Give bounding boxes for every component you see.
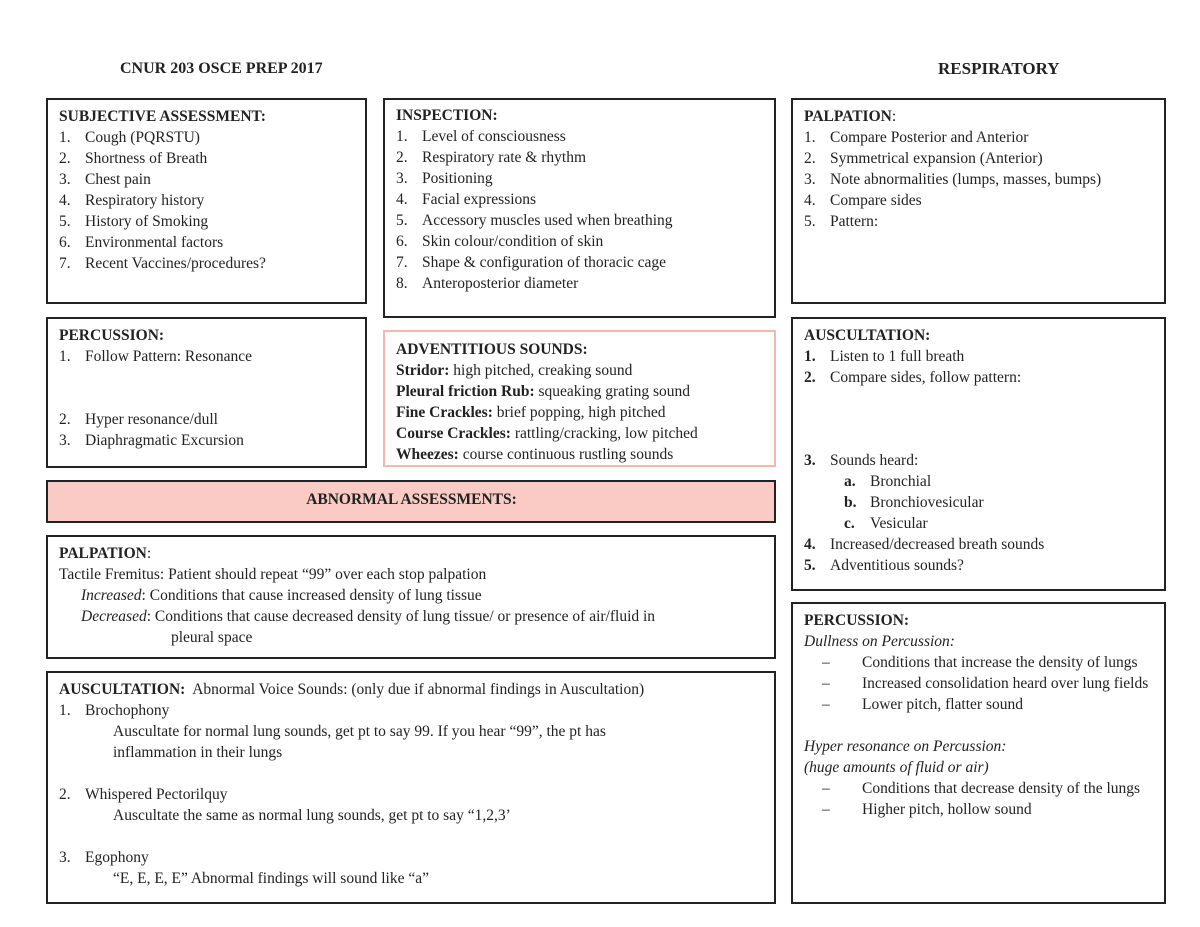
list-item: 3. Positioning [396,170,493,187]
list-item: Pleural friction Rub: squeaking grating sound [396,383,691,400]
list-item: 5. Adventitious sounds? [804,557,964,574]
list-item: 1. Compare Posterior and Anterior [804,129,1029,146]
adventitious-title: ADVENTITIOUS SOUNDS: [396,341,588,358]
list-item: 2. Hyper resonance/dull [59,411,218,428]
list-item: 5. History of Smoking [59,213,209,230]
list-item: Course Crackles: rattling/cracking, low pitched [396,425,698,442]
list-item: 1. Follow Pattern: Resonance [59,348,253,365]
list-item: 4. Respiratory history [59,192,205,209]
percussion-title: PERCUSSION: [59,327,165,344]
list-item: 1. Level of consciousness [396,128,566,145]
list-item: Wheezes: course continuous rustling sounds [396,446,674,463]
hyper-resonance-subheading: (huge amounts of fluid or air) [804,759,989,776]
list-item: 5. Accessory muscles used when breathing [396,212,673,229]
list-item: 4. Facial expressions [396,191,537,208]
list-item: – Conditions that increase the density of lungs [822,654,1138,671]
abnormal-palpation-box [46,535,776,659]
document-course-title: CNUR 203 OSCE PREP 2017 [120,60,323,77]
abnormal-auscultation-box [46,671,776,904]
document-topic-title: RESPIRATORY [938,59,1060,78]
list-item: – Higher pitch, hollow sound [822,801,1032,818]
abnormal-percussion-box [791,602,1166,904]
subjective-title: SUBJECTIVE ASSESSMENT: [59,108,266,125]
list-item: Fine Crackles: brief popping, high pitched [396,404,666,421]
list-item: 7. Recent Vaccines/procedures? [59,255,266,272]
list-item: 1. Listen to 1 full breath [804,348,965,365]
list-item: 4. Increased/decreased breath sounds [804,536,1045,553]
list-item: 3. Egophony [59,849,149,866]
list-item-desc: Auscultate the same as normal lung sounds, get pt to say “1,2,3’ [113,807,511,824]
list-item: 6. Environmental factors [59,234,224,251]
decreased-line-cont: pleural space [171,629,253,646]
list-item: 2. Compare sides, follow pattern: [804,369,1022,386]
list-item: 6. Skin colour/condition of skin [396,233,604,250]
list-item: 3. Sounds heard: [804,452,919,469]
abnormal-auscultation-title: AUSCULTATION: Abnormal Voice Sounds: (only due if abnormal findings in Auscultation) [59,681,645,698]
list-item: – Increased consolidation heard over lung fields [822,675,1149,692]
list-item: 7. Shape & configuration of thoracic cage [396,254,667,271]
list-item: 2. Whispered Pectorilquy [59,786,228,803]
list-item: 3. Chest pain [59,171,151,188]
percussion-box [46,317,367,468]
inspection-title: INSPECTION: [396,107,498,124]
list-item: c. Vesicular [844,515,928,532]
list-item: 8. Anteroposterior diameter [396,275,579,292]
adventitious-sounds-box [383,330,776,467]
auscultation-box [791,317,1166,591]
hyper-resonance-heading: Hyper resonance on Percussion: [804,738,1007,755]
dullness-heading: Dullness on Percussion: [804,633,955,650]
list-item: 3. Note abnormalities (lumps, masses, bumps) [804,171,1102,188]
auscultation-title: AUSCULTATION: [804,327,931,344]
list-item: 1. Brochophony [59,702,170,719]
decreased-line: Decreased: Conditions that cause decreased density of lung tissue/ or presence of air/fluid in [81,608,656,625]
inspection-box [383,98,776,318]
list-item: – Conditions that decrease density of the lungs [822,780,1141,797]
palpation-title: PALPATION: [804,108,897,125]
abnormal-assessments-banner: ABNORMAL ASSESSMENTS: [46,480,776,523]
list-item: 3. Diaphragmatic Excursion [59,432,244,449]
list-item-desc: “E, E, E, E” Abnormal findings will sound like “a” [113,870,429,887]
list-item: 2. Shortness of Breath [59,150,208,167]
tactile-fremitus-line: Tactile Fremitus: Patient should repeat “99” over each stop palpation [59,566,487,583]
list-item: 4. Compare sides [804,192,922,209]
increased-line: Increased: Conditions that cause increased density of lung tissue [81,587,482,604]
list-item: 2. Respiratory rate & rhythm [396,149,586,166]
percussion-right-title: PERCUSSION: [804,612,910,629]
list-item: 5. Pattern: [804,213,879,230]
abnormal-palpation-title: PALPATION: [59,545,152,562]
list-item-desc: inflammation in their lungs [113,744,283,761]
list-item: a. Bronchial [844,473,932,490]
list-item: Stridor: high pitched, creaking sound [396,362,633,379]
list-item: 1. Cough (PQRSTU) [59,129,200,146]
palpation-box [791,98,1166,304]
subjective-assessment-box [46,98,367,304]
list-item: b. Bronchiovesicular [844,494,984,511]
list-item: – Lower pitch, flatter sound [822,696,1023,713]
list-item: 2. Symmetrical expansion (Anterior) [804,150,1043,167]
list-item-desc: Auscultate for normal lung sounds, get pt to say 99. If you hear “99”, the pt has [113,723,606,740]
